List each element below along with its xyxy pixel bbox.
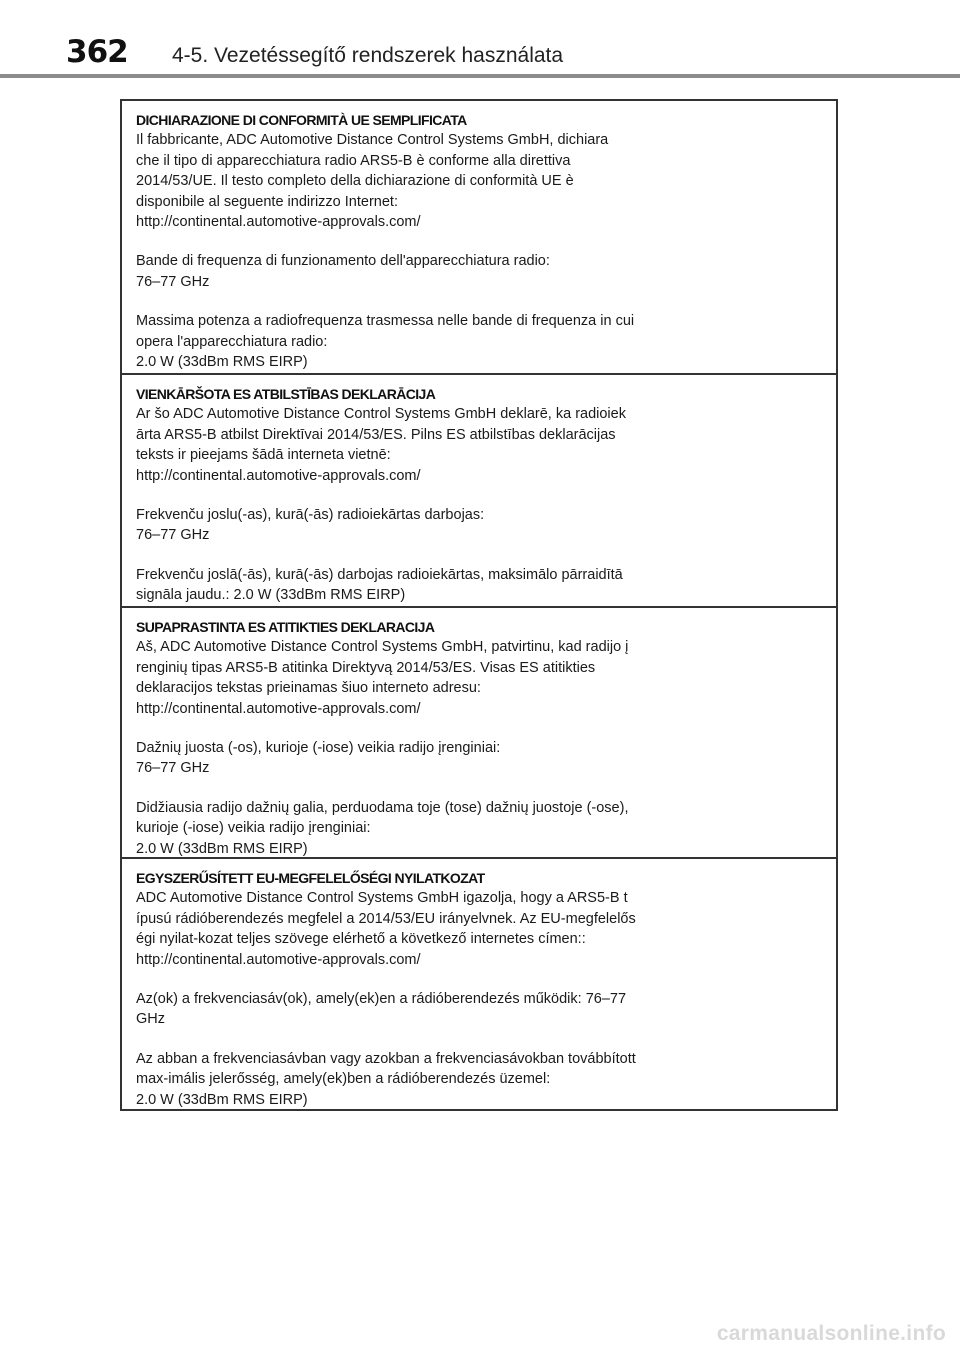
declaration-paragraph: Ar šo ADC Automotive Distance Control Systems GmbH deklarē, ka radioiek ārta ARS5-B atbilst Direktīvai 2014/53/ES. Pilns ES atbilstības deklarācijas teksts ir pieejams šādā interneta vietnē: http://continental.automotive-approvals.com/ bbox=[136, 406, 626, 484]
declaration-paragraph: Frekvenču joslā(-ās), kurā(-ās) darbojas radioiekārtas, maksimālo pārraidītā signāla jaudu.: 2.0 W (33dBm RMS EIRP) bbox=[136, 566, 623, 604]
declaration-paragraph: Frekvenču joslu(-as), kurā(-ās) radioiekārtas darbojas: 76–77 GHz bbox=[136, 507, 485, 544]
declarations-box bbox=[120, 99, 838, 1111]
declaration-title: EGYSZERŰSÍTETT EU-MEGFELELŐSÉGI NYILATKOZAT bbox=[136, 870, 485, 886]
declaration-title: SUPAPRASTINTA ES ATITIKTIES DEKLARACIJA bbox=[136, 619, 435, 635]
declaration-latvian bbox=[122, 375, 836, 608]
watermark: carmanualsonline.info bbox=[716, 1322, 946, 1345]
page-header bbox=[0, 0, 960, 78]
declaration-paragraph: Didžiausia radijo dažnių galia, perduodama toje (tose) dažnių juostoje (-ose), kurioje (-iose) veikia radijo įrenginiai: 2.0 W (33dBm RMS EIRP) bbox=[136, 799, 629, 857]
page-number: 362 bbox=[66, 34, 128, 70]
declaration-title: VIENKĀRŠOTA ES ATBILSTĪBAS DEKLARĀCIJA bbox=[136, 386, 436, 402]
declaration-paragraph: Az abban a frekvenciasávban vagy azokban a frekvenciasávokban továbbított max-imális jelerősség, amely(ek)ben a rádióberendezés üzemel: 2.0 W (33dBm RMS EIRP) bbox=[136, 1050, 636, 1108]
header-divider bbox=[0, 74, 960, 78]
declaration-paragraph: Il fabbricante, ADC Automotive Distance Control Systems GmbH, dichiara che il tipo di apparecchiatura radio ARS5-B è conforme alla direttiva 2014/53/UE. Il testo completo della dichiarazione di conformità UE è disponibile al seguente indirizzo Internet: http://continental.automotive-approvals.com/ bbox=[136, 132, 609, 231]
declaration-lithuanian bbox=[122, 608, 836, 859]
declaration-paragraph: Massima potenza a radiofrequenza trasmessa nelle bande di frequenza in cui opera l'apparecchiatura radio: 2.0 W (33dBm RMS EIRP) bbox=[136, 313, 635, 371]
declaration-paragraph: Az(ok) a frekvenciasáv(ok), amely(ek)en a rádióberendezés működik: 76–77 GHz bbox=[136, 991, 627, 1028]
declaration-hungarian bbox=[122, 859, 836, 1111]
declaration-title: DICHIARAZIONE DI CONFORMITÀ UE SEMPLIFICATA bbox=[136, 112, 467, 128]
declaration-paragraph: Dažnių juosta (-os), kurioje (-iose) veikia radijo įrenginiai: 76–77 GHz bbox=[136, 740, 501, 777]
declaration-paragraph: ADC Automotive Distance Control Systems GmbH igazolja, hogy a ARS5-B t ípusú rádióberendezés megfelel a 2014/53/EU irányelvnek. Az EU-megfelelős égi nyilat-kozat teljes szövege elérhető a következő internetes címen:: http://continental.automotive-approvals.com/ bbox=[136, 890, 636, 968]
declaration-italian bbox=[122, 101, 836, 375]
section-title: 4-5. Vezetéssegítő rendszerek használata bbox=[172, 44, 564, 67]
declaration-paragraph: Aš, ADC Automotive Distance Control Systems GmbH, patvirtinu, kad radijo į renginių tipas ARS5-B atitinka Direktyvą 2014/53/ES. Visas ES atitikties deklaracijos tekstas prieinamas šiuo interneto adresu: http://continental.automotive-approvals.com/ bbox=[136, 639, 629, 717]
declaration-paragraph: Bande di frequenza di funzionamento dell'apparecchiatura radio: 76–77 GHz bbox=[136, 253, 550, 290]
